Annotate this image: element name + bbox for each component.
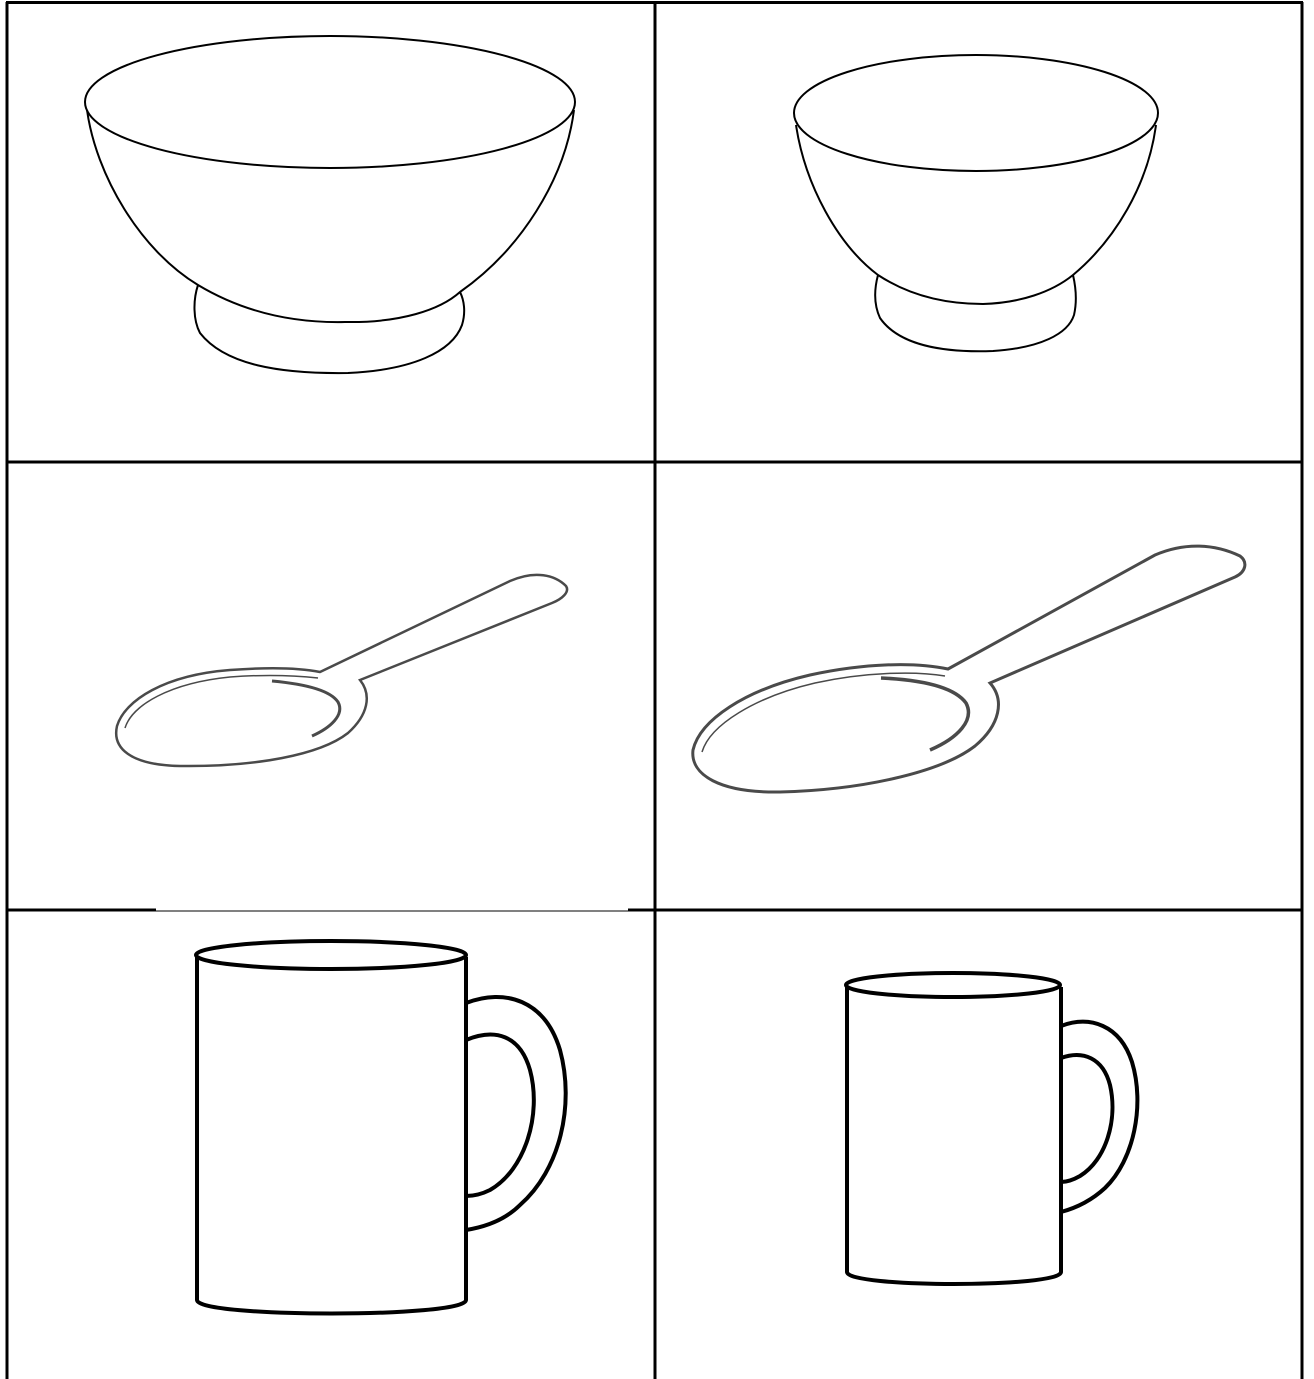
small-spoon-icon — [116, 575, 567, 766]
small-mug-body — [847, 987, 1061, 1284]
divider-gap — [156, 907, 628, 911]
large-bowl-icon — [85, 36, 575, 373]
large-bowl-rim — [85, 36, 575, 168]
large-mug-rim — [196, 941, 466, 969]
small-bowl-rim — [794, 55, 1158, 171]
large-spoon-icon — [693, 546, 1245, 792]
large-mug-handle-inner — [466, 1035, 534, 1196]
table-grid — [6, 2, 1303, 1379]
large-spoon-bowl-ridge — [881, 678, 968, 750]
small-mug-icon — [846, 973, 1137, 1284]
large-mug-body — [197, 957, 466, 1314]
large-bowl-body — [87, 110, 574, 322]
large-bowl-foot — [194, 285, 464, 373]
small-mug-handle-inner — [1061, 1055, 1112, 1182]
small-bowl-foot — [875, 275, 1076, 351]
small-bowl-icon — [794, 55, 1158, 351]
large-spoon-outline — [693, 546, 1245, 792]
large-mug-icon — [196, 941, 566, 1314]
small-spoon-bowl-ridge — [272, 681, 340, 736]
small-spoon-outline — [116, 575, 567, 766]
large-spoon-inner-edge — [702, 673, 945, 752]
small-bowl-body — [796, 125, 1156, 304]
small-mug-rim — [846, 973, 1060, 997]
small-mug-handle-outer — [1061, 1022, 1137, 1212]
